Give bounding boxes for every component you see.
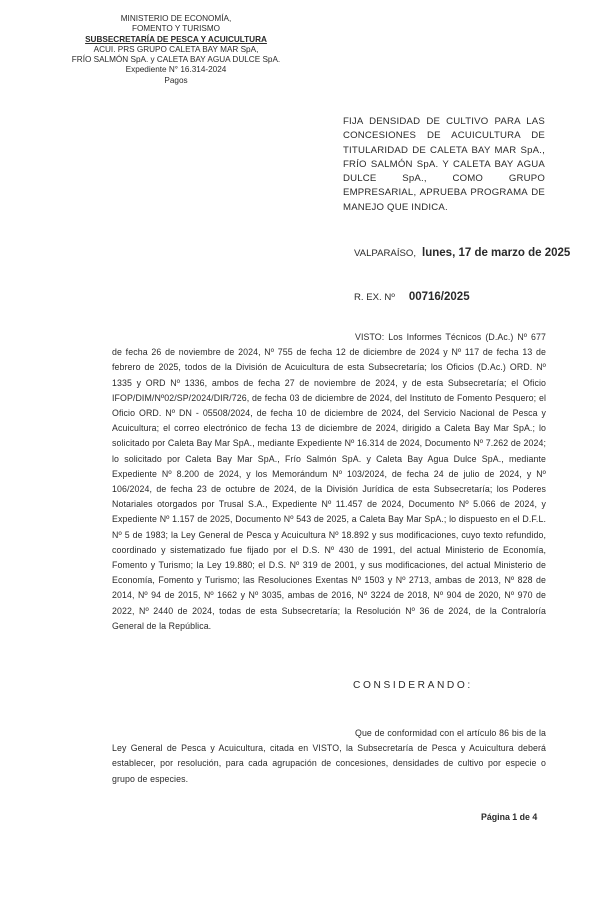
resolution-number-label: R. EX. Nº (354, 292, 395, 303)
visto-paragraph: VISTO: Los Informes Técnicos (D.Ac.) Nº 677 de fecha 26 de noviembre de 2024, Nº 755 de fecha 12 de diciembre de 2024 y Nº 117 de fecha 13 de febrero de 2025, todos de la División de Acuicultura de esta Subsecretaría; los Oficios (D.Ac.) ORD. Nº 1335 y ORD Nº 1336, ambos de fecha 27 de noviembre de 2024, y de esta Subsecretaría; el Oficio IFOP/DIM/Nº02/SP/2024/DIR/726, de fecha 03 de diciembre de 2024, del Instituto de Fomento Pesquero; el Oficio ORD. Nº DN - 05508/2024, de fecha 10 de diciembre de 2024, del Servicio Nacional de Pesca y Acuicultura; el correo electrónico de fecha 13 de diciembre de 2024, dirigido a Caleta Bay Mar SpA.; lo solicitado por Caleta Bay Mar SpA., mediante Expediente Nº 16.314 de 2024, Documento Nº 7.262 de 2024; lo solicitado por Caleta Bay Mar SpA., Frío Salmón SpA. y Caleta Bay Agua Dulce SpA., mediante Expediente Nº 8.200 de 2024, y los Memorándum Nº 103/2024, de fecha 24 de julio de 2024, y Nº 106/2024, de fecha 23 de octubre de 2024, de la División Jurídica de esta Subsecretaría; los Poderes Notariales otorgados por Trusal S.A., Expediente Nº 11.457 de 2024, Documento Nº 5.066 de 2024, y Expediente Nº 1.157 de 2025, Documento Nº 543 de 2025, a Caleta Bay Mar SpA.; lo dispuesto en el D.F.L. Nº 5 de 1983; la Ley General de Pesca y Acuicultura Nº 18.892 y sus modificaciones, cuyo texto refundido, coordinado y sistematizado fue fijado por el D.S. Nº 430 de 1991, del actual Ministerio de Economía, Fomento y Turismo; la Ley 19.880; el D.S. Nº 319 de 2001, y sus modificaciones, del actual Ministerio de Economía, Fomento y Turismo; las Resoluciones Exentas Nº 1503 y Nº 2713, ambas de 2013, Nº 828 de 2014, Nº 94 de 2015, Nº 1662 y Nº 3035, ambas de 2016, Nº 3224 de 2018, Nº 904 de 2020, Nº 970 de 2022, Nº 2440 de 2024, todas de esta Subsecretaría; la Resolución Nº 36 de 2024, de la Contraloría General de la República. (112, 332, 546, 631)
letterhead-ministry-2: FOMENTO Y TURISMO (131, 24, 221, 34)
letterhead-ministry: MINISTERIO DE ECONOMÍA, (120, 14, 232, 23)
considerando-paragraph: Que de conformidad con el artículo 86 bis de la Ley General de Pesca y Acuicultura, citada en VISTO, la Subsecretaría de Pesca y Acuicultura deberá establecer, por resolución, para cada agrupación de concesiones, densidades de cultivo por especie o grupo de especies. (112, 728, 546, 784)
letterhead-ref-2: FRÍO SALMÓN SpA. y CALETA BAY AGUA DULCE SpA. (71, 55, 281, 65)
letterhead-file-number: Expediente N° 16.314-2024 (125, 65, 227, 75)
considerando-heading: CONSIDERANDO: (353, 680, 473, 691)
resolution-subject: FIJA DENSIDAD DE CULTIVO PARA LAS CONCESIONES DE ACUICULTURA DE TITULARIDAD DE CALETA BAY MAR SpA., FRÍO SALMÓN SpA. Y CALETA BAY AGUA DULCE SpA., COMO GRUPO EMPRESARIAL, APRUEBA PROGRAMA DE MANEJO QUE INDICA. (343, 116, 545, 213)
date: lunes, 17 de marzo de 2025 (422, 247, 571, 259)
letterhead-undersecretariat: SUBSECRETARÍA DE PESCA Y ACUICULTURA (85, 34, 267, 44)
letterhead (66, 14, 286, 86)
place: VALPARAÍSO, (354, 248, 417, 259)
resolution-number-line (354, 291, 470, 303)
letterhead-note: Pagos (164, 75, 188, 85)
page-number: Página 1 de 4 (481, 812, 538, 822)
letterhead-ref-1: ACUI. PRS GRUPO CALETA BAY MAR SpA, (93, 44, 259, 54)
place-date-line (354, 247, 570, 259)
resolution-number: 00716/2025 (408, 291, 470, 303)
